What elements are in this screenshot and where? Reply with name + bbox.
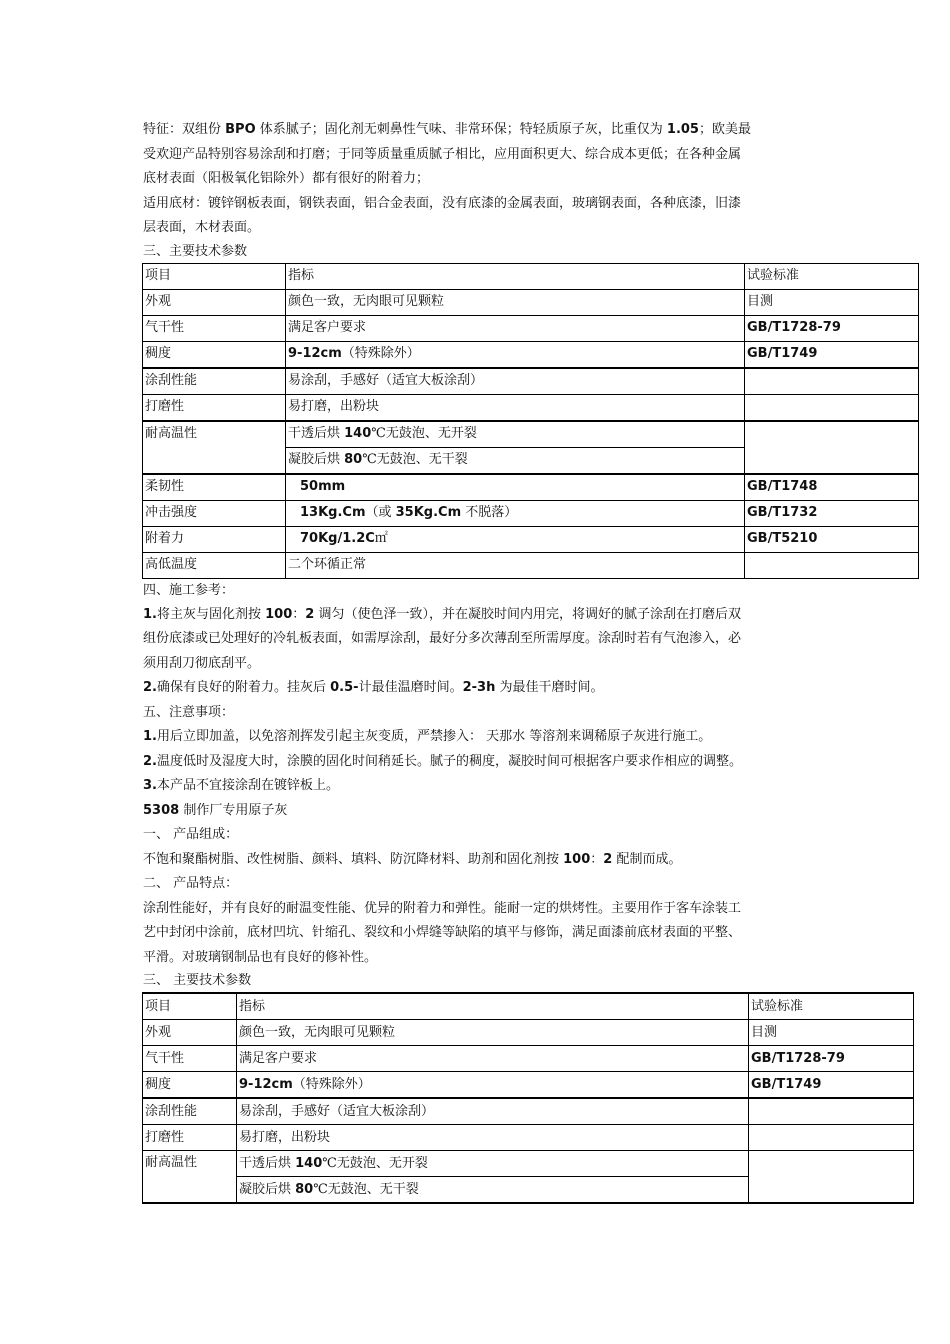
construction-heading: 四、施工参考： xyxy=(143,582,235,598)
table-row xyxy=(143,368,919,395)
table-row xyxy=(143,1098,914,1125)
features-line-3: 底材表面（阳极氧化铝除外）都有很好的附着力； xyxy=(143,171,430,186)
table-cell: 高低温度 xyxy=(143,552,286,578)
substrate-line-1: 适用底材：镀锌钢板表面，钢铁表面，铝合金表面，没有底漆的金属表面，玻璃钢表面，各种底漆，旧漆 xyxy=(143,195,742,211)
table-cell xyxy=(749,1151,914,1204)
table-cell: 稠度 xyxy=(143,341,286,368)
note-2: 2.温度低时及湿度大时，涂膜的固化时间稍延长。腻子的稠度，凝胶时间可根据客户要求作相应的调整。 xyxy=(143,753,742,769)
substrate-line-2: 层表面，木材表面。 xyxy=(143,220,261,235)
table-row xyxy=(143,993,914,1020)
table-cell xyxy=(745,421,919,474)
note-3: 3.本产品不宜接涂刮在镀锌板上。 xyxy=(143,778,339,793)
table-cell: 打磨性 xyxy=(143,394,286,421)
table-header-cell: 指标 xyxy=(237,993,749,1020)
table-header-cell: 试验标准 xyxy=(749,993,914,1020)
table-cell xyxy=(745,368,919,395)
composition-text: 不饱和聚酯树脂、改性树脂、颜料、填料、防沉降材料、助剂和固化剂按 100：2 配制而成。 xyxy=(143,851,682,867)
construction-step-1: 1.将主灰与固化剂按 100：2 调匀（使色泽一致），并在凝胶时间内用完，将调好的腻子涂刮在打磨后双 xyxy=(143,606,741,622)
table-cell: 9-12cm（特殊除外） xyxy=(237,1072,749,1099)
table-cell: 柔韧性 xyxy=(143,474,286,501)
table-cell: 打磨性 xyxy=(143,1125,237,1151)
table-row xyxy=(143,1020,914,1046)
table-cell: 外观 xyxy=(143,289,286,315)
table-header-cell: 试验标准 xyxy=(745,263,919,289)
table-cell xyxy=(749,1098,914,1125)
table-cell: 颜色一致，无肉眼可见颗粒 xyxy=(286,289,745,315)
table-cell: GB/T1749 xyxy=(749,1072,914,1099)
table-cell: 70Kg/1.2C㎡ xyxy=(286,526,745,552)
table-cell: 耐高温性 xyxy=(143,421,286,474)
table-cell: 凝胶后烘 80℃无鼓泡、无干裂 xyxy=(286,447,745,474)
tech-params-table-2 xyxy=(142,992,914,1204)
table-cell: 冲击强度 xyxy=(143,500,286,526)
table-cell: 干透后烘 140℃无鼓泡、无开裂 xyxy=(237,1151,749,1177)
table-cell xyxy=(745,394,919,421)
table-cell: 9-12cm（特殊除外） xyxy=(286,341,745,368)
table-cell: 耐高温性 xyxy=(143,1151,237,1204)
table-cell: 附着力 xyxy=(143,526,286,552)
features-paragraph: 特征：双组份 BPO 体系腻子；固化剂无刺鼻性气味、非常环保；特轻质原子灰，比重仅为 1.05；欧美最 xyxy=(143,122,751,137)
table-row xyxy=(143,341,919,368)
table-cell: 干透后烘 140℃无鼓泡、无开裂 xyxy=(286,421,745,448)
features-2-line-1: 涂刮性能好，并有良好的耐温变性能、优异的附着力和弹性。能耐一定的烘烤性。主要用作于客车涂装工 xyxy=(143,900,742,916)
table-cell: 满足客户要求 xyxy=(286,315,745,341)
params-heading-1: 三、主要技术参数 xyxy=(143,243,248,259)
table-row xyxy=(143,421,919,448)
table-row xyxy=(143,315,919,341)
note-1: 1.用后立即加盖，以免溶剂挥发引起主灰变质，严禁掺入： 天那水 等溶剂来调稀原子灰进行施工。 xyxy=(143,729,712,744)
document-page xyxy=(143,118,923,1204)
table-row xyxy=(143,526,919,552)
table-header-cell: 项目 xyxy=(143,993,237,1020)
table-cell: GB/T1732 xyxy=(745,500,919,526)
table-row xyxy=(143,500,919,526)
features-line-2: 受欢迎产品特别容易涂刮和打磨；于同等质量重质腻子相比，应用面积更大、综合成本更低；在各种金属 xyxy=(143,146,742,162)
table-cell: 颜色一致，无肉眼可见颗粒 xyxy=(237,1020,749,1046)
table-row xyxy=(143,1046,914,1072)
table-cell: 满足客户要求 xyxy=(237,1046,749,1072)
table-cell: 气干性 xyxy=(143,1046,237,1072)
table-row xyxy=(143,394,919,421)
table-cell: 气干性 xyxy=(143,315,286,341)
composition-heading: 一、 产品组成： xyxy=(143,827,239,842)
table-cell: 涂刮性能 xyxy=(143,1098,237,1125)
table-cell: 二个环循正常 xyxy=(286,552,745,578)
table-cell: 13Kg.Cm（或 35Kg.Cm 不脱落） xyxy=(286,500,745,526)
table-cell: 稠度 xyxy=(143,1072,237,1099)
table-row xyxy=(143,1125,914,1151)
table-cell: 目测 xyxy=(745,289,919,315)
table-cell: GB/T1728-79 xyxy=(749,1046,914,1072)
table-cell: 目测 xyxy=(749,1020,914,1046)
table-cell: GB/T1748 xyxy=(745,474,919,501)
product-2-title: 5308 制作厂专用原子灰 xyxy=(143,802,288,818)
table-row xyxy=(143,263,919,289)
table-row xyxy=(143,1151,914,1177)
table-cell: GB/T5210 xyxy=(745,526,919,552)
table-cell xyxy=(745,552,919,578)
table-cell: GB/T1728-79 xyxy=(745,315,919,341)
table-cell: 易涂刮，手感好（适宜大板涂刮） xyxy=(237,1098,749,1125)
construction-step-1-line-2: 组份底漆或已处理好的冷轧板表面，如需厚涂刮，最好分多次薄刮至所需厚度。涂刮时若有气泡渗入，必 xyxy=(143,631,742,646)
table-row xyxy=(143,474,919,501)
table-cell: 易打磨，出粉块 xyxy=(286,394,745,421)
table-cell: 涂刮性能 xyxy=(143,368,286,395)
table-cell: GB/T1749 xyxy=(745,341,919,368)
features-2-line-2: 艺中封闭中涂前，底材凹坑、针缩孔、裂纹和小焊缝等缺陷的填平与修饰，满足面漆前底材表面的平整、 xyxy=(143,925,742,940)
params-heading-2: 三、 主要技术参数 xyxy=(143,973,252,988)
table-header-cell: 项目 xyxy=(143,263,286,289)
table-cell: 外观 xyxy=(143,1020,237,1046)
notes-heading: 五、注意事项： xyxy=(143,704,235,720)
tech-params-table-1 xyxy=(142,263,919,579)
table-cell: 易涂刮，手感好（适宜大板涂刮） xyxy=(286,368,745,395)
table-cell: 易打磨，出粉块 xyxy=(237,1125,749,1151)
construction-step-2: 2.确保有良好的附着力。挂灰后 0.5-计最佳温磨时间。2-3h 为最佳干磨时间。 xyxy=(143,680,604,695)
table-row xyxy=(143,289,919,315)
table-cell xyxy=(749,1125,914,1151)
table-header-cell: 指标 xyxy=(286,263,745,289)
table-row xyxy=(143,552,919,578)
table-cell: 50mm xyxy=(286,474,745,501)
features-2-line-3: 平滑。对玻璃钢制品也有良好的修补性。 xyxy=(143,949,378,965)
features-heading-2: 二、 产品特点： xyxy=(143,876,239,891)
construction-step-1-line-3: 须用刮刀彻底刮平。 xyxy=(143,655,261,671)
table-cell: 凝胶后烘 80℃无鼓泡、无干裂 xyxy=(237,1177,749,1204)
table-row xyxy=(143,1072,914,1099)
